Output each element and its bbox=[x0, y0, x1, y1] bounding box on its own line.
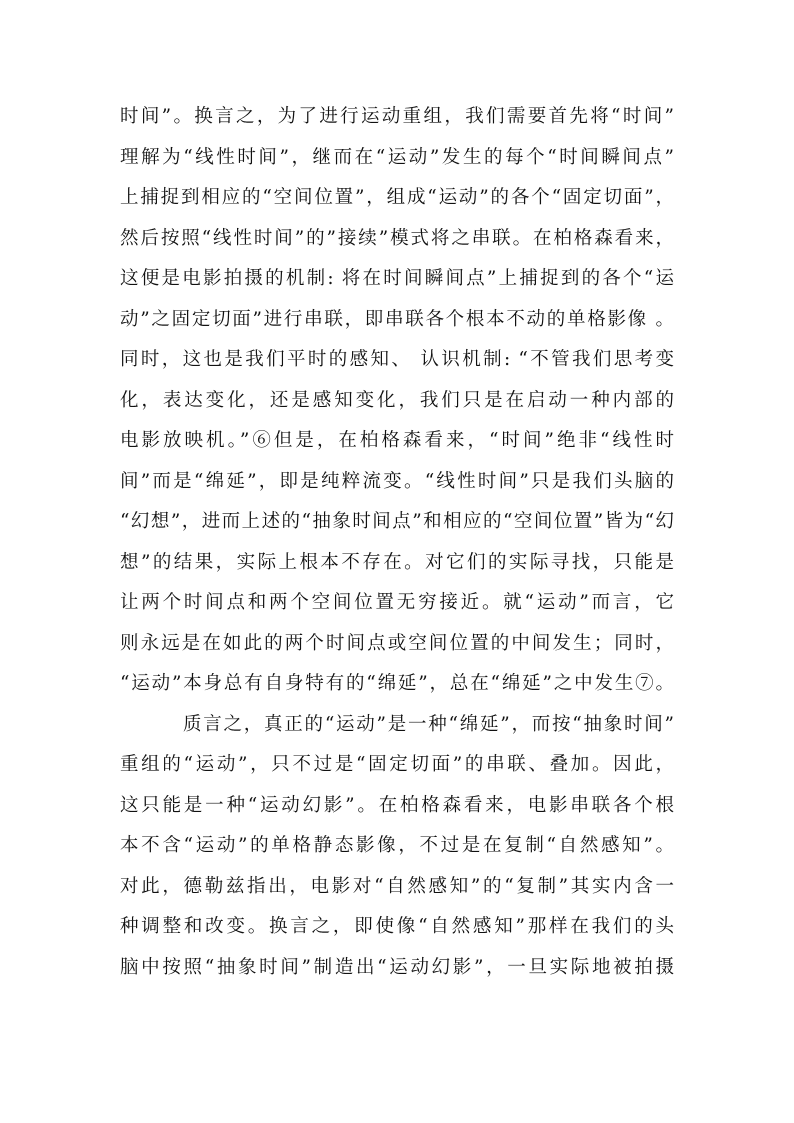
text-line: 这便是电影拍摄的机制: 将在时间瞬间点”上捕捉到的各个“运 bbox=[120, 268, 674, 289]
text-line: 化，表达变化，还是感知变化，我们只是在启动一种内部的 bbox=[120, 389, 674, 411]
text-line: 让两个时间点和两个空间位置无穷接近。就“运动”而言，它 bbox=[120, 592, 674, 613]
text-line: 质言之，真正的“运动”是一种“绵延”，而按“抽象时间” bbox=[183, 713, 674, 735]
text-line: 脑中按照“抽象时间”制造出“运动幻影”，一旦实际地被拍摄 bbox=[120, 956, 674, 978]
text-line: 然后按照“线性时间”的”接续”模式将之串联。在柏格森看来， bbox=[120, 227, 674, 249]
text-line: 理解为“线性时间”，继而在“运动”发生的每个“时间瞬间点” bbox=[120, 146, 674, 168]
text-line: 这只能是一种“运动幻影”。在柏格森看来，电影串联各个根 bbox=[120, 794, 674, 816]
paragraph-2 bbox=[120, 705, 674, 989]
text-line: “运动”本身总有自身特有的“绵延”，总在“绵延”之中发生⑦。 bbox=[120, 673, 674, 694]
text-line: 种调整和改变。换言之，即使像“自然感知”那样在我们的头 bbox=[120, 916, 674, 937]
text-line: 间”而是“绵延”，即是纯粹流变。“线性时间”只是我们头脑的 bbox=[120, 470, 674, 492]
text-line: 想”的结果，实际上根本不存在。对它们的实际寻找，只能是 bbox=[120, 551, 674, 573]
text-line: 本不含“运动”的单格静态影像，不过是在复制“自然感知”。 bbox=[120, 835, 674, 856]
text-line: 同时，这也是我们平时的感知、 认识机制: “不管我们思考变 bbox=[120, 349, 674, 370]
text-line: 时间”。换言之，为了进行运动重组，我们需要首先将“时间” bbox=[120, 106, 674, 127]
text-line: 重组的“运动”，只不过是“固定切面”的串联、叠加。因此， bbox=[120, 754, 674, 775]
text-line: 则永远是在如此的两个时间点或空间位置的中间发生；同时， bbox=[120, 632, 674, 654]
paragraph-1 bbox=[120, 97, 674, 705]
text-line: “幻想”，进而上述的“抽象时间点”和相应的“空间位置”皆为“幻 bbox=[120, 511, 674, 532]
body-text bbox=[120, 97, 674, 988]
text-line: 电影放映机。”⑥但是，在柏格森看来，“时间”绝非“线性时 bbox=[120, 430, 674, 451]
text-line: 动”之固定切面”进行串联，即串联各个根本不动的单格影像 。 bbox=[120, 308, 674, 330]
text-line: 对此，德勒兹指出，电影对“自然感知”的“复制”其实内含一 bbox=[120, 875, 674, 897]
text-line: 上捕捉到相应的“空间位置”，组成“运动”的各个“固定切面”， bbox=[120, 187, 674, 208]
